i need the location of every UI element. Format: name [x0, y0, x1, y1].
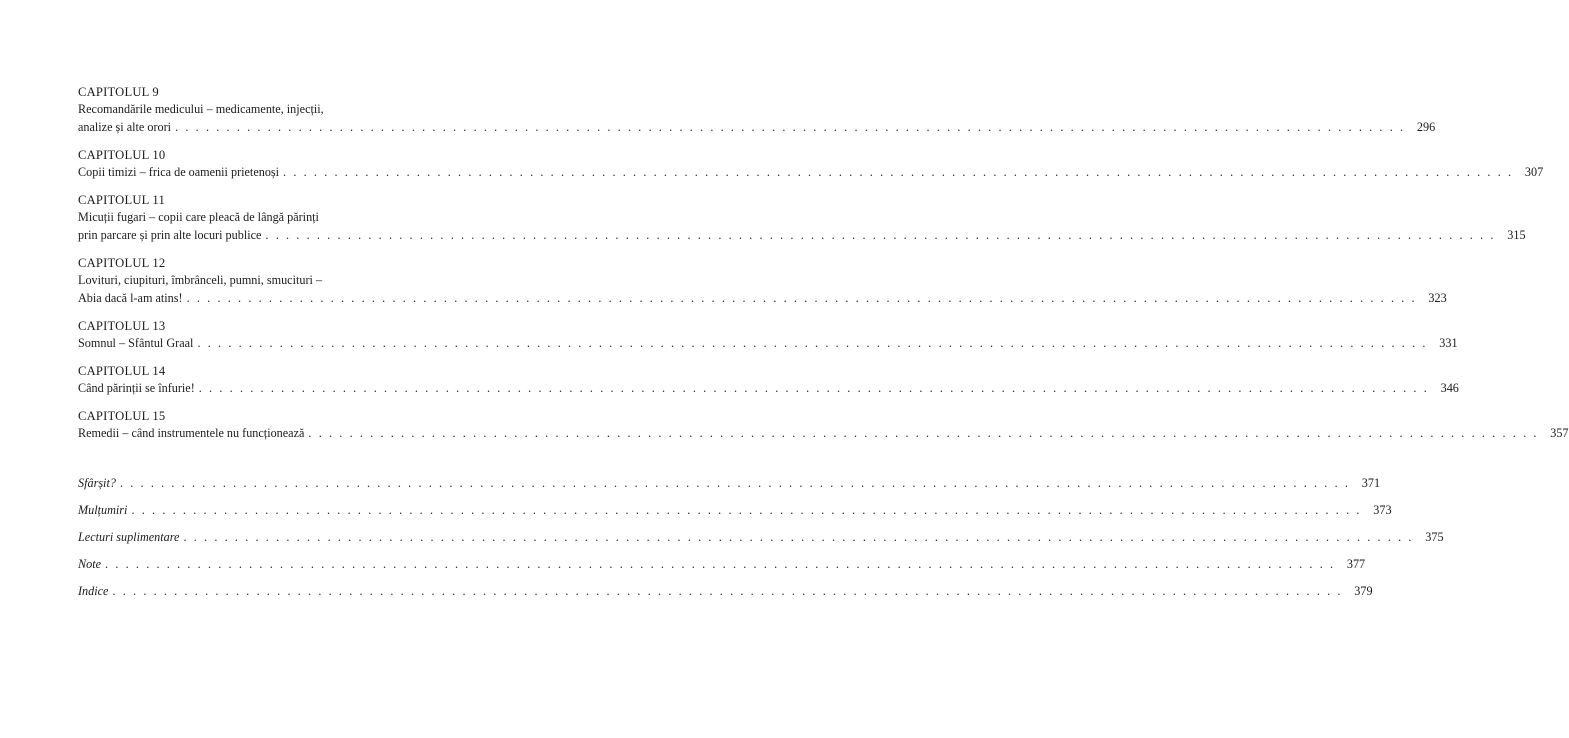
toc-line: [78, 528, 1444, 546]
toc-line: [78, 474, 1381, 492]
toc-entry-title: Recomandările medicului – medicamente, injecții,: [78, 102, 324, 116]
toc-line: [78, 289, 1447, 307]
chapter-label: CAPITOLUL 14: [78, 364, 166, 378]
toc-line: [78, 501, 1392, 519]
toc-line: [78, 334, 1458, 352]
page-number: 379: [1354, 584, 1373, 598]
toc-entry-title: prin parcare și prin alte locuri publice: [78, 228, 262, 242]
back-matter-entry: [78, 582, 1373, 600]
toc-entry-title: Note: [78, 557, 102, 571]
toc-line: [78, 100, 432, 118]
chapter-entry: [78, 408, 1569, 442]
dot-leader: . . . . . . . . . . . . . . . . . . . . . . . . . . . . . . . . . . . . . . . . . . . . . . . . . . . . . . . . . . . . . . . . . . . . . . . . . . . . . . . . . . . . . . . . . . . . . . . . . . . . . . . . . . . . . . . . . . . . . . . .: [265, 228, 1496, 242]
chapter-label: CAPITOLUL 13: [78, 319, 166, 333]
toc-entry-title: analize și alte orori: [78, 120, 172, 134]
chapter-label: CAPITOLUL 12: [78, 256, 166, 270]
toc-entry-title: Sfârșit?: [78, 476, 116, 490]
page-number: 323: [1428, 291, 1447, 305]
back-matter-entry: [78, 474, 1381, 492]
page-number: 331: [1439, 336, 1458, 350]
toc-line: [78, 163, 1544, 181]
dot-leader: . . . . . . . . . . . . . . . . . . . . . . . . . . . . . . . . . . . . . . . . . . . . . . . . . . . . . . . . . . . . . . . . . . . . . . . . . . . . . . . . . . . . . . . . . . . . . . . . . . . . . . . . . . . . . . . . . . . . . . . .: [119, 476, 1351, 490]
toc-entry-title: Indice: [78, 584, 109, 598]
toc-entry-title: Abia dacă l-am atins!: [78, 291, 183, 305]
dot-leader: . . . . . . . . . . . . . . . . . . . . . . . . . . . . . . . . . . . . . . . . . . . . . . . . . . . . . . . . . . . . . . . . . . . . . . . . . . . . . . . . . . . . . . . . . . . . . . . . . . . . . . . . . . . . . . . . . . . . . . . .: [197, 336, 1428, 350]
back-matter-entry: [78, 528, 1444, 546]
toc-line: [78, 226, 1526, 244]
chapter-entry: [78, 363, 1459, 397]
chapter-label: CAPITOLUL 10: [78, 148, 166, 162]
page-number: 346: [1440, 381, 1459, 395]
chapter-entry: [78, 147, 1544, 181]
page-number: 377: [1346, 557, 1366, 571]
chapter-entry: [78, 255, 1447, 307]
toc-line: [78, 424, 1569, 442]
toc-entry-title: Când părinții se înfurie!: [78, 381, 195, 395]
chapter-entry: [78, 318, 1458, 352]
dot-leader: . . . . . . . . . . . . . . . . . . . . . . . . . . . . . . . . . . . . . . . . . . . . . . . . . . . . . . . . . . . . . . . . . . . . . . . . . . . . . . . . . . . . . . . . . . . . . . . . . . . . . . . . . . . . . . . . . . . . . . . .: [105, 557, 1336, 571]
toc-line: [78, 118, 1436, 136]
toc-entry-title: Lecturi suplimentare: [78, 530, 180, 544]
toc-line: [78, 271, 432, 289]
table-of-contents: [78, 84, 1569, 609]
chapter-entry: [78, 84, 1436, 136]
toc-entry-title: Lovituri, ciupituri, îmbrânceli, pumni, smucituri –: [78, 273, 323, 287]
dot-leader: . . . . . . . . . . . . . . . . . . . . . . . . . . . . . . . . . . . . . . . . . . . . . . . . . . . . . . . . . . . . . . . . . . . . . . . . . . . . . . . . . . . . . . . . . . . . . . . . . . . . . . . . . . . . . . . . . . . . . . . .: [175, 120, 1406, 134]
page-number: 357: [1550, 426, 1569, 440]
page-number: 296: [1416, 120, 1436, 134]
chapter-label: CAPITOLUL 11: [78, 193, 165, 207]
chapter-label: CAPITOLUL 15: [78, 409, 166, 423]
back-matter-entry: [78, 555, 1366, 573]
dot-leader: . . . . . . . . . . . . . . . . . . . . . . . . . . . . . . . . . . . . . . . . . . . . . . . . . . . . . . . . . . . . . . . . . . . . . . . . . . . . . . . . . . . . . . . . . . . . . . . . . . . . . . . . . . . . . . . . . . . . . . . .: [183, 530, 1414, 544]
page-number: 371: [1361, 476, 1381, 490]
dot-leader: . . . . . . . . . . . . . . . . . . . . . . . . . . . . . . . . . . . . . . . . . . . . . . . . . . . . . . . . . . . . . . . . . . . . . . . . . . . . . . . . . . . . . . . . . . . . . . . . . . . . . . . . . . . . . . . . . . . . . . . .: [308, 426, 1539, 440]
dot-leader: . . . . . . . . . . . . . . . . . . . . . . . . . . . . . . . . . . . . . . . . . . . . . . . . . . . . . . . . . . . . . . . . . . . . . . . . . . . . . . . . . . . . . . . . . . . . . . . . . . . . . . . . . . . . . . . . . . . . . . . .: [283, 165, 1514, 179]
chapter-label: CAPITOLUL 9: [78, 85, 159, 99]
chapter-list: [78, 84, 1569, 442]
page-number: 315: [1507, 228, 1526, 242]
back-matter-list: [78, 474, 1444, 600]
dot-leader: . . . . . . . . . . . . . . . . . . . . . . . . . . . . . . . . . . . . . . . . . . . . . . . . . . . . . . . . . . . . . . . . . . . . . . . . . . . . . . . . . . . . . . . . . . . . . . . . . . . . . . . . . . . . . . . . . . . . . . . .: [112, 584, 1343, 598]
back-matter-entry: [78, 501, 1392, 519]
toc-entry-title: Remedii – când instrumentele nu funcționează: [78, 426, 305, 440]
toc-line: [78, 208, 432, 226]
toc-entry-title: Copii timizi – frica de oamenii prietenoși: [78, 165, 280, 179]
dot-leader: . . . . . . . . . . . . . . . . . . . . . . . . . . . . . . . . . . . . . . . . . . . . . . . . . . . . . . . . . . . . . . . . . . . . . . . . . . . . . . . . . . . . . . . . . . . . . . . . . . . . . . . . . . . . . . . . . . . . . . . .: [131, 503, 1362, 517]
toc-line: [78, 582, 1373, 600]
toc-entry-title: Micuții fugari – copii care pleacă de lângă părinți: [78, 210, 319, 224]
chapter-entry: [78, 192, 1526, 244]
section-spacer: [78, 453, 432, 474]
dot-leader: . . . . . . . . . . . . . . . . . . . . . . . . . . . . . . . . . . . . . . . . . . . . . . . . . . . . . . . . . . . . . . . . . . . . . . . . . . . . . . . . . . . . . . . . . . . . . . . . . . . . . . . . . . . . . . . . . . . . . . . .: [186, 291, 1417, 305]
toc-line: [78, 555, 1366, 573]
dot-leader: . . . . . . . . . . . . . . . . . . . . . . . . . . . . . . . . . . . . . . . . . . . . . . . . . . . . . . . . . . . . . . . . . . . . . . . . . . . . . . . . . . . . . . . . . . . . . . . . . . . . . . . . . . . . . . . . . . . . . . . .: [198, 381, 1429, 395]
page-number: 375: [1425, 530, 1444, 544]
page-number: 307: [1524, 165, 1544, 179]
toc-entry-title: Somnul – Sfântul Graal: [78, 336, 194, 350]
toc-line: [78, 379, 1459, 397]
page-number: 373: [1373, 503, 1392, 517]
toc-entry-title: Mulțumiri: [78, 503, 128, 517]
